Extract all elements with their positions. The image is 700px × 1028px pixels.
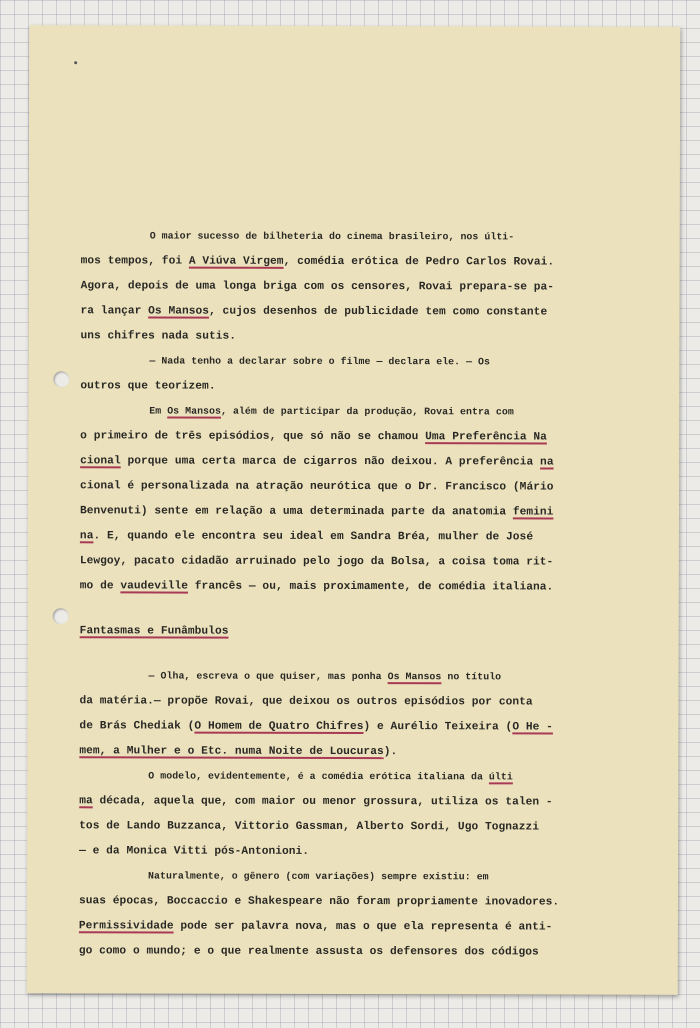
underlined-syllable: na: [79, 530, 94, 543]
episode-title-part1: O He -: [512, 721, 553, 734]
p3-line8: mo de vaudeville francês — ou, mais proximamente, de comédia italiana.: [79, 580, 554, 594]
p4-line3: de Brás Chediak (O Homem de Quatro Chifres) e Aurélio Teixeira (O He -: [79, 720, 553, 734]
p1-line4: ra lançar Os Mansos, cujos desenhos de publicidade tem como constante: [80, 305, 548, 319]
p6-line1: Naturalmente, o gênero (com variações) sempre existiu: em: [148, 870, 489, 883]
p3-line4: cional é personalizada na atração neurótica que o Dr. Francisco (Mário: [80, 480, 554, 494]
underlined-syllable: últi: [488, 771, 513, 783]
p5-line3: tos de Lando Buzzanca, Vittorio Gassman, Alberto Sordi, Ugo Tognazzi: [79, 820, 540, 834]
p3-line2: o primeiro de três episódios, que só não se chamou Uma Preferência Na: [80, 430, 547, 444]
film-title-viuva-virgem: A Viúva Virgem: [188, 255, 284, 268]
p2-line2: outros que teorizem.: [80, 380, 216, 393]
typewritten-page: [27, 25, 681, 995]
p1-line2: mos tempos, foi A Viúva Virgem, comédia erótica de Pedro Carlos Rovai.: [80, 255, 555, 269]
p4-line1: — Olha, escreva o que quiser, mas ponha Os Mansos no título: [148, 670, 502, 683]
film-title-os-mansos: Os Mansos: [167, 405, 222, 417]
p4-line2: da matéria.— propõe Rovai, que deixou os outros episódios por conta: [79, 695, 533, 709]
p3-line1: Em Os Mansos, além de participar da produção, Rovai entra com: [149, 405, 514, 418]
underlined-syllable: ma: [79, 795, 93, 808]
p3-line7: Lewgoy, pacato cidadão arruinado pelo jogo da Bolsa, a coisa toma rit-: [79, 555, 554, 569]
p1-line5: uns chifres nada sutis.: [80, 330, 237, 343]
p5-line1: O modelo, evidentemente, é a comédia erótica italiana da últi: [148, 770, 513, 783]
episode-title-part1: Uma Preferência Na: [425, 431, 547, 444]
p5-line2: ma década, aquela que, com maior ou menor grossura, utiliza os talen -: [79, 795, 553, 809]
ink-speck: [74, 61, 77, 64]
p1-line3: Agora, depois de uma longa briga com os censores, Rovai prepara-se pa-: [80, 280, 555, 294]
punch-hole-upper: [53, 371, 69, 387]
episode-title-part2: cional: [80, 455, 121, 468]
p5-line4: — e da Monica Vitti pós-Antonioni.: [79, 845, 310, 858]
p3-line6: na. E, quando ele encontra seu ideal em Sandra Bréa, mulher de José: [79, 530, 534, 544]
film-title-os-mansos: Os Mansos: [148, 305, 210, 318]
underlined-syllable: femini: [512, 506, 554, 519]
p3-line3: cional porque uma certa marca de cigarros não deixou. A preferência na: [80, 455, 554, 469]
p6-line2: suas épocas, Boccaccio e Shakespeare não foram propriamente inovadores.: [78, 895, 560, 909]
underlined-term-permissividade: Permissividade: [78, 920, 174, 933]
episode-title-quatro-chifres: O Homem de Quatro Chifres: [194, 720, 364, 734]
underlined-syllable: na: [540, 456, 554, 469]
p2-line1: — Nada tenho a declarar sobre o filme — declara ele. — Os: [149, 355, 491, 368]
punch-hole-lower: [53, 608, 69, 624]
p3-line5: Benvenuti) sente em relação a uma determinada parte da anatomia femini: [79, 505, 554, 519]
underlined-term-vaudeville: vaudeville: [120, 580, 189, 593]
p1-line1: O maior sucesso de bilheteria do cinema brasileiro, nos últi-: [149, 230, 515, 243]
film-title-os-mansos: Os Mansos: [387, 671, 442, 683]
section-heading: Fantasmas e Funâmbulos: [79, 625, 229, 638]
p6-line3: Permissividade pode ser palavra nova, mas o que ela representa é anti-: [78, 920, 553, 934]
episode-title-part2: mem, a Mulher e o Etc. numa Noite de Loucuras: [79, 745, 384, 759]
p4-line4: mem, a Mulher e o Etc. numa Noite de Loucuras).: [79, 745, 398, 759]
p6-line4: go como o mundo; e o que realmente assusta os defensores dos códigos: [78, 945, 539, 959]
